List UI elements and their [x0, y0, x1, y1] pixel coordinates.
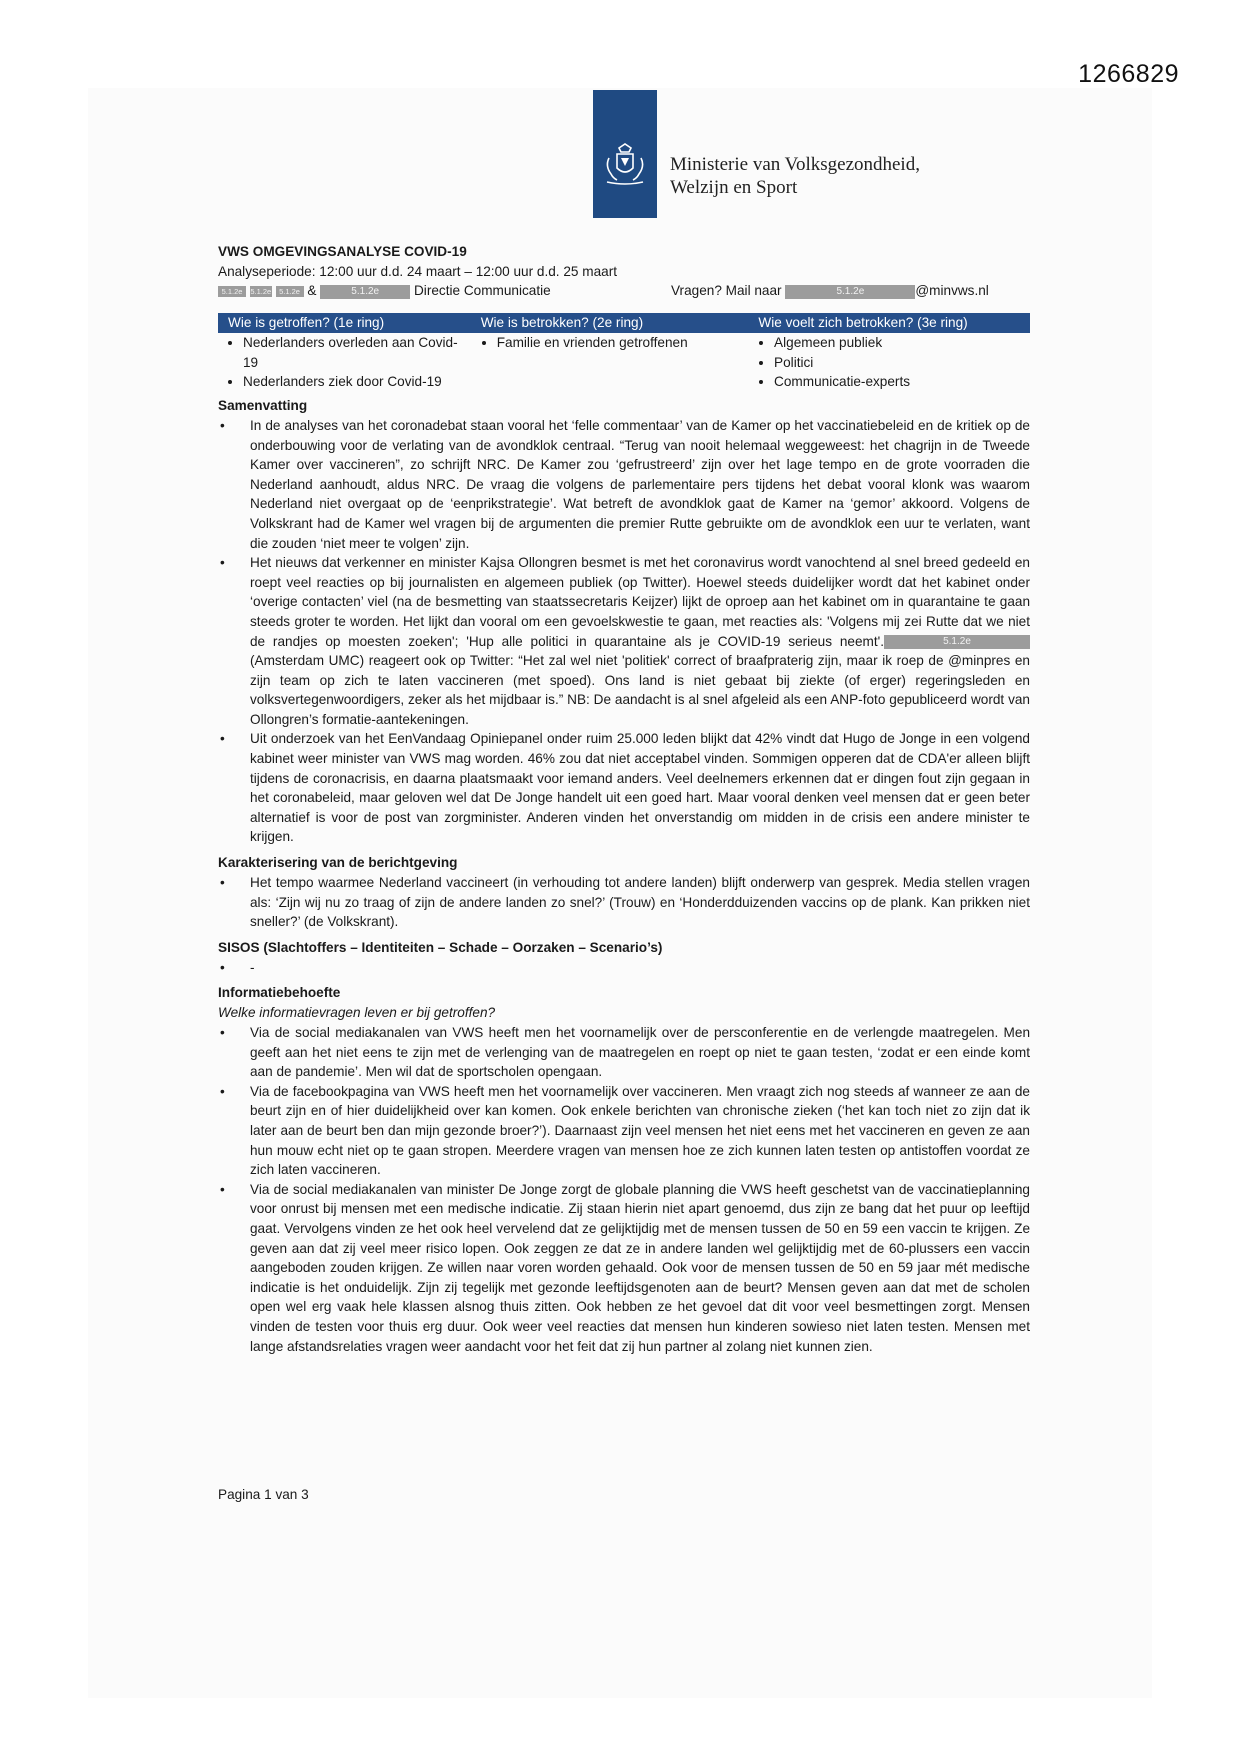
section-heading-karakterisering: Karakterisering van de berichtgeving — [218, 855, 458, 871]
ring-1-list — [218, 333, 472, 392]
section-heading-sisos: SISOS (Slachtoffers – Identiteiten – Schade – Oorzaken – Scenario’s) — [218, 939, 663, 955]
document-body — [218, 242, 1030, 1362]
document-number: 1266829 — [1078, 60, 1179, 88]
contact-prefix: Vragen? Mail naar — [671, 283, 782, 299]
karakterisering-list — [218, 873, 1030, 932]
redaction-box: 5.1.2e — [884, 635, 1030, 649]
department: Directie Communicatie — [413, 283, 551, 299]
ring-2-list — [472, 333, 749, 392]
ring-3-list — [749, 333, 1030, 392]
ministry-name — [670, 153, 920, 199]
ministry-line-1: Ministerie van Volksgezondheid, — [670, 154, 920, 175]
coat-of-arms-icon — [599, 142, 651, 186]
list-item: • Via de facebookpagina van VWS heeft men het voornamelijk over vaccineren. Men vraagt zich nog steeds af wanneer ze aan de beurt zijn en of hier duidelijkheid over kan komen. Ook enkele berichten van chronische zieken (‘het kan toch niet zo zijn dat ik later aan de beurt ben dan mijn gezonde broer?’). Daarnaast zijn veel mensen het niet eens met het vaccineren en geven ze aan hun mouw echt niet op te gaan stropen. Meerdere vragen van mensen hoe ze zich kunnen laten testen op antistoffen voordat ze zich laten vaccineren. — [250, 1082, 1030, 1180]
redaction-box: 5.1.2e — [218, 286, 246, 297]
informatiebehoefte-list — [218, 1023, 1030, 1356]
paragraph-part: (Amsterdam UMC) reageert ook op Twitter: “Het zal wel niet 'politiek' correct of braafpraterig zijn, maar ik roep de @minpres en zijn team op zich te laten vaccineren (met spoed). Ons land is niet gebaat bij ziekte (of erger) regeringsleden en volksvertegenwoordigers, zeker als het mijdbaar is.” NB: De aandacht is al snel afgeleid als een ANP-foto gepubliceerd wordt van Ollongren’s formatie-aantekeningen. — [250, 653, 1030, 727]
sisos-list — [218, 958, 1030, 978]
contact-line — [671, 281, 989, 301]
authors-row — [218, 281, 1030, 301]
redaction-box: 5.1.2e — [276, 286, 304, 297]
paragraph-part: Het nieuws dat verkenner en minister Kajsa Ollongren besmet is met het coronavirus wordt vanochtend al snel breed gedeeld en roept veel reacties op bij journalisten en algemeen publiek (op Twitter). Hoewel steeds duidelijker wordt dat het kabinet onder ‘overige contacten’ viel (na de besmetting van staatssecretaris Keijzer) lijkt de oproep aan het kabinet om in quarantaine te gaan steeds groter te worden. Het lijkt dan vooral om een gevoelskwestie te gaan, met reacties als: 'Volgens mij zei Rutte dat we niet de randjes op moesten zoeken'; 'Hup alle politici in quarantaine als je COVID-19 serieus neemt'. — [250, 555, 1030, 649]
section-heading-samenvatting: Samenvatting — [218, 397, 308, 413]
list-item: • Familie en vrienden getroffenen — [497, 333, 749, 353]
samenvatting-list — [218, 416, 1030, 847]
list-item: • Algemeen publiek — [774, 333, 1030, 353]
redaction-box: 5.1.2e — [250, 287, 272, 297]
list-item: • Uit onderzoek van het EenVandaag Opiniepanel onder ruim 25.000 leden blijkt dat 42% vindt dat Hugo de Jonge in een volgend kabinet weer minister van VWS mag worden. 46% zou dat niet acceptabel vinden. Sommigen opperen dat de CDA'er alleen blijft tijdens de coronacrisis, en daarna plaatsmaakt voor iemand anders. Veel deelnemers erkennen dat er dingen fout zijn gegaan in het coronabeleid, maar geloven wel dat De Jonge handelt uit een goed hart. Maar vooral denken veel mensen dat er geen beter alternatief is voor de post van zorgminister. Anderen vinden het onverstandig om midden in de crisis een andere minister te krijgen. — [250, 729, 1030, 847]
ring-1-header: Wie is getroffen? (1e ring) — [228, 315, 385, 331]
list-item: • Via de social mediakanalen van VWS heeft men het voornamelijk over de persconferentie en de verlengde maatregelen. Men geeft aan het niet eens te zijn met de verlenging van de maatregelen en roept op niet te gaan testen, ‘zodat er een einde komt aan de pandemie’. Men wil dat de sportscholen opengaan. — [250, 1023, 1030, 1082]
ring-3-header: Wie voelt zich betrokken? (3e ring) — [758, 315, 968, 331]
rings-table-body — [218, 333, 1030, 392]
list-item: • Nederlanders overleden aan Covid-19 — [243, 333, 472, 372]
section-heading-informatiebehoefte: Informatiebehoefte — [218, 985, 341, 1001]
analysis-period: Analyseperiode: 12:00 uur d.d. 24 maart – 12:00 uur d.d. 25 maart — [218, 263, 618, 279]
page-number: Pagina 1 van 3 — [218, 1487, 309, 1502]
ampersand: & — [307, 283, 317, 299]
list-item: • Het tempo waarmee Nederland vaccineert (in verhouding tot andere landen) blijft onderwerp van gesprek. Media stellen vragen als: ‘Zijn wij nu zo traag of zijn de andere landen zo snel?’ (Trouw) en ‘Honderdduizenden vaccins op de plank. Kan prikken niet sneller?’ (de Volkskrant). — [250, 873, 1030, 932]
ministry-line-2: Welzijn en Sport — [670, 177, 798, 198]
list-item: • Politici — [774, 353, 1030, 373]
ring-2-header: Wie is betrokken? (2e ring) — [480, 315, 644, 331]
document-title: VWS OMGEVINGSANALYSE COVID-19 — [218, 244, 467, 259]
government-logo — [593, 90, 657, 218]
section-subheading: Welke informatievragen leven er bij getroffen? — [218, 1005, 496, 1021]
list-item: • In de analyses van het coronadebat staan vooral het ‘felle commentaar’ van de Kamer op het vaccinatiebeleid en de kritiek op de onderbouwing voor de verlating van de avondklok centraal. “Terug van nooit helemaal weggeweest: het chagrijn in de Tweede Kamer over vaccineren”, zo schrijft NRC. De Kamer zou ‘gefrustreerd’ zijn over het lage tempo en de grote voorraden die Nederland aanhoudt, aldus NRC. De vraag die volgens de parlementaire pers tijdens het debat vooral klonk was waarom Nederland niet overgaat op de ‘eenprikstrategie’. Wat betreft de avondklok gaat de Kamer na ‘gemor’ akkoord. Volgens de Volkskrant had de Kamer wel vragen bij de argumenten die premier Rutte gebruikte om de avondklok een uur te verlaten, want die zouden ‘niet meer te volgen’ zijn. — [250, 416, 1030, 553]
list-item: • - — [250, 958, 1030, 978]
contact-email-domain: @minvws.nl — [915, 283, 989, 299]
redaction-box: 5.1.2e — [320, 285, 410, 299]
list-item: • Nederlanders ziek door Covid-19 — [243, 372, 472, 392]
list-item: • Via de social mediakanalen van minister De Jonge zorgt de globale planning die VWS heeft geschetst van de vaccinatieplanning voor onrust bij mensen met een medische indicatie. Zij staan hierin niet apart genoemd, dus zijn ze bang dat het puur op leeftijd gaat. Vervolgens vinden ze het ook heel vervelend dat ze gelijktijdig met de mensen tussen de 50 en 59 een vaccin te krijgen. Ze geven aan dat zij veel meer risico lopen. Ook zeggen ze dat ze in andere landen wel gelijktijdig met de 60-plussers een vaccin aangeboden zouden krijgen. Ze willen naar voren worden gehaald. Ook voor de mensen tussen de 50 en 59 jaar mét medische indicatie is het onduidelijk. Zijn zij tegelijk met gezonde leeftijdsgenoten aan de beurt? Mensen geven aan dat met de scholen open wel erg vaak hele klassen alsnog thuis zitten. Ook hebben ze het gevoel dat dit voor veel besmettingen zorgt. Mensen vinden de testen voor thuis erg duur. Ook weer veel reacties dat mensen hun kinderen sowieso niet laten testen. Mensen met lange afstandsrelaties vragen weer aandacht voor het feit dat zij hun partner al zolang niet kunnen zien. — [250, 1180, 1030, 1356]
redaction-box: 5.1.2e — [785, 285, 915, 299]
list-item: • Communicatie-experts — [774, 372, 1030, 392]
rings-table-header — [218, 313, 1030, 333]
list-item — [250, 553, 1030, 729]
